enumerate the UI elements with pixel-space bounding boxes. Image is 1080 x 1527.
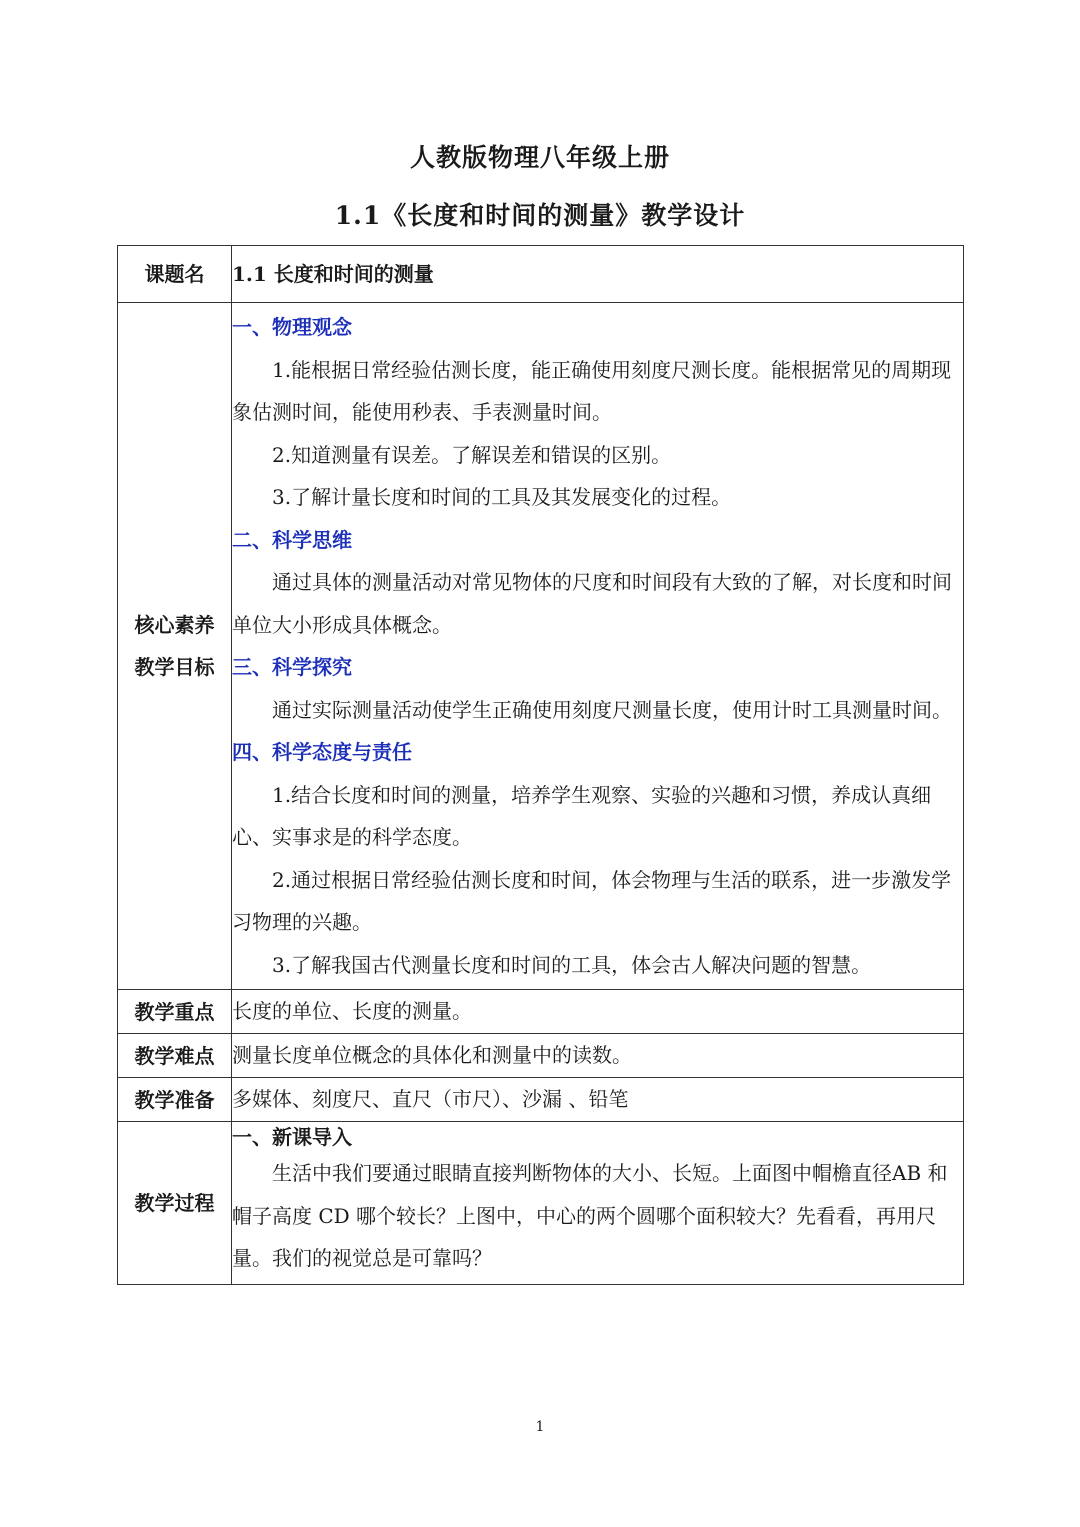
goals-content: [232, 303, 964, 990]
goals-label-line1: 核心素养: [134, 613, 215, 637]
focus-label: 教学重点: [118, 990, 232, 1034]
page-number: 1: [535, 1419, 545, 1435]
goal-paragraph: 3.了解计量长度和时间的工具及其发展变化的过程。: [272, 485, 732, 509]
topic-label: 课题名: [118, 246, 232, 303]
lesson-plan-table: [117, 245, 964, 1285]
preparation-label: 教学准备: [118, 1078, 232, 1122]
difficulty-value: 测量长度单位概念的具体化和测量中的读数。: [232, 1034, 964, 1078]
focus-value: 长度的单位、长度的测量。: [232, 990, 964, 1034]
topic-value: 1.1 长度和时间的测量: [232, 246, 964, 303]
table-row-process: [118, 1122, 964, 1285]
difficulty-label: 教学难点: [118, 1034, 232, 1078]
process-content: [232, 1122, 964, 1285]
goal-paragraph: 2.通过根据日常经验估测长度和时间，体会物理与生活的联系，进一步激发学习物理的兴趣。: [232, 867, 952, 934]
goal-heading-attitude-responsibility: 四、科学态度与责任: [232, 740, 412, 764]
goal-heading-scientific-inquiry: 三、科学探究: [232, 655, 352, 679]
table-row-goals: [118, 303, 964, 990]
table-row-focus: [118, 990, 964, 1034]
goal-paragraph: 通过实际测量活动使学生正确使用刻度尺测量长度，使用计时工具测量时间。: [272, 697, 952, 722]
document-title-line2: 1.1《长度和时间的测量》教学设计: [334, 201, 746, 230]
preparation-value: 多媒体、刻度尺、直尺（市尺）、沙漏 、铅笔: [232, 1078, 964, 1122]
process-paragraph: 生活中我们要通过眼睛直接判断物体的大小、长短。上面图中帽檐直径AB 和帽子高度 CD 哪个较长？上图中，中心的两个圆哪个面积较大？先看看，再用尺量。我们的视觉总是可靠吗？: [232, 1161, 948, 1270]
table-row-difficulty: [118, 1034, 964, 1078]
goal-paragraph: 2.知道测量有误差。了解误差和错误的区别。: [272, 442, 672, 467]
document-title-line1: 人教版物理八年级上册: [409, 143, 670, 172]
table-row-preparation: [118, 1078, 964, 1122]
process-heading: 一、新课导入: [232, 1125, 352, 1149]
process-label: 教学过程: [118, 1122, 232, 1285]
goal-paragraph: 通过具体的测量活动对常见物体的尺度和时间段有大致的了解，对长度和时间单位大小形成具体概念。: [232, 570, 952, 637]
goal-paragraph: 1.结合长度和时间的测量，培养学生观察、实验的兴趣和习惯，养成认真细心、实事求是的科学态度。: [232, 782, 932, 849]
goals-label: [118, 303, 232, 990]
goal-heading-scientific-thinking: 二、科学思维: [232, 527, 352, 552]
goal-paragraph: 1.能根据日常经验估测长度，能正确使用刻度尺测长度。能根据常见的周期现象估测时间，能使用秒表、手表测量时间。: [232, 357, 952, 424]
goal-paragraph: 3.了解我国古代测量长度和时间的工具，体会古人解决问题的智慧。: [272, 952, 872, 977]
goals-label-line2: 教学目标: [134, 655, 215, 679]
table-row-topic: [118, 246, 964, 303]
goal-heading-physics-concept: 一、物理观念: [232, 315, 352, 339]
